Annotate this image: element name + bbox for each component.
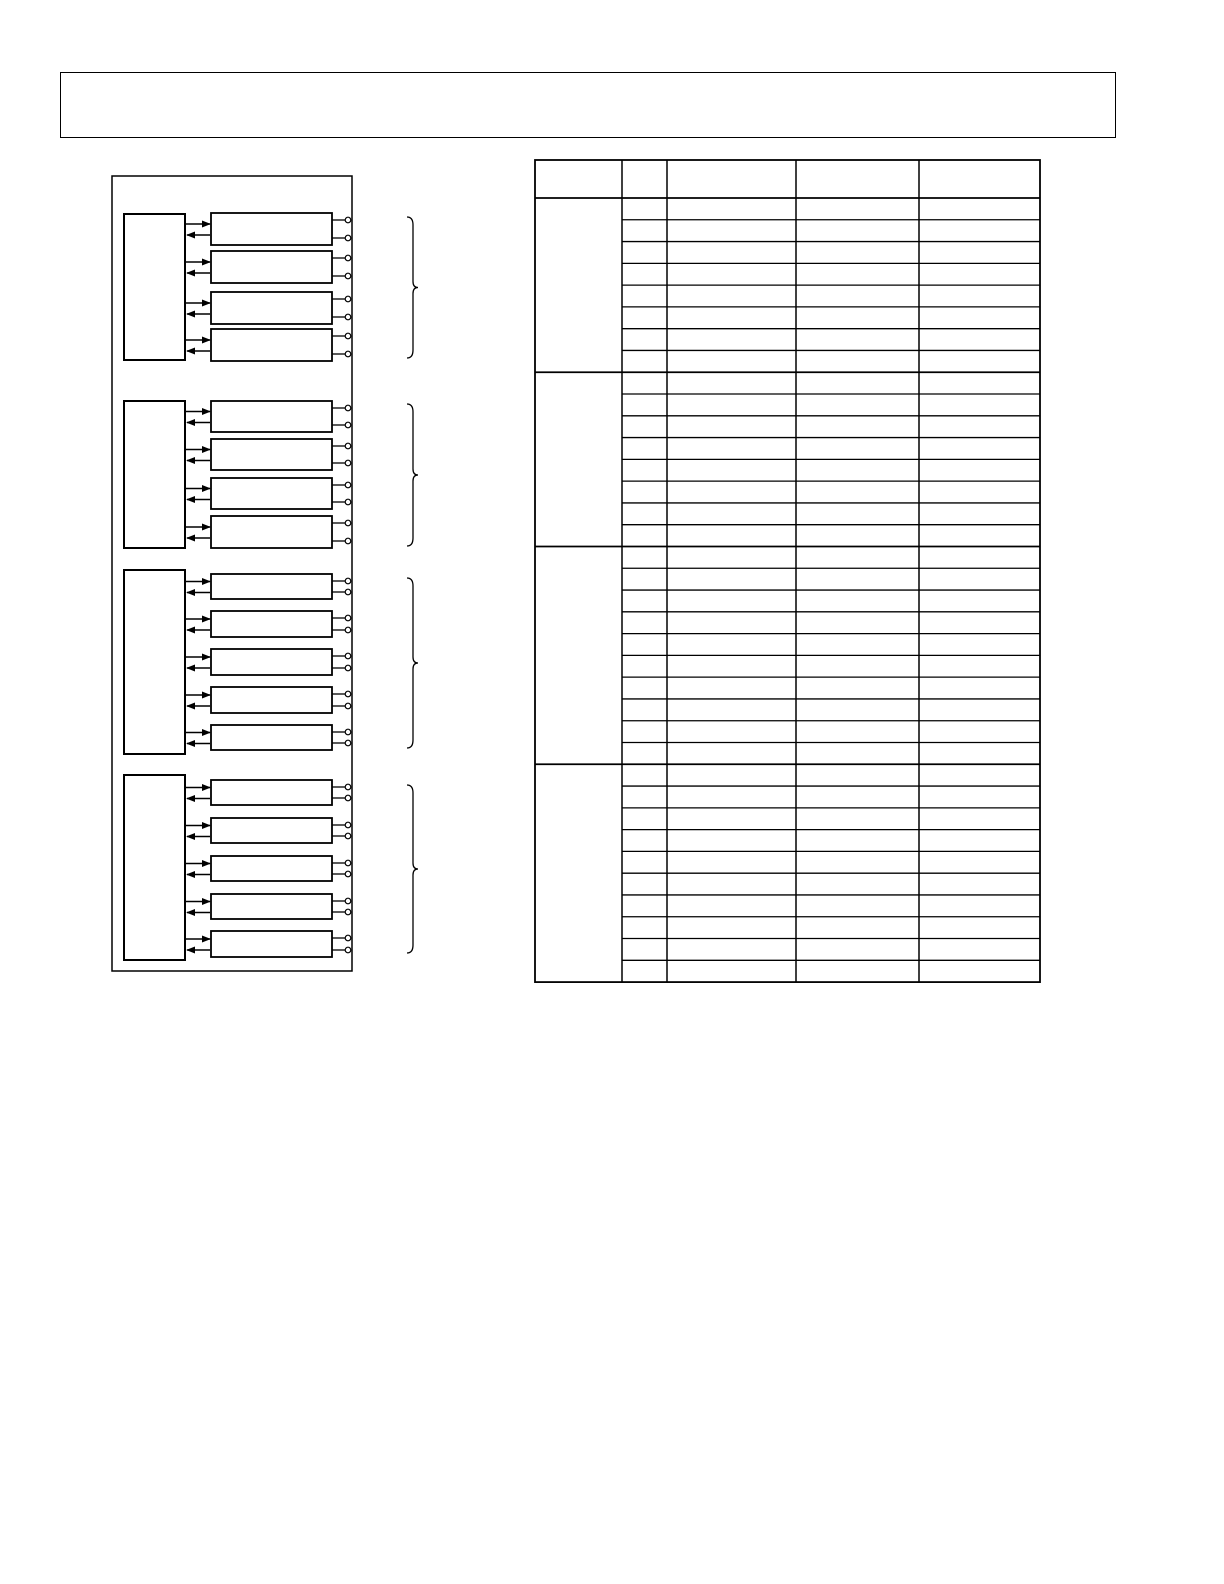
channel-block (211, 329, 332, 361)
channel (186, 213, 351, 245)
channel-block (211, 611, 332, 637)
page-header-box (60, 72, 1116, 138)
pin-terminal (345, 333, 351, 339)
pin-terminal (345, 860, 351, 866)
channel (186, 780, 351, 805)
channel-block (211, 292, 332, 324)
pin-terminal (345, 422, 351, 428)
pin-terminal (345, 538, 351, 544)
controller-block (124, 775, 185, 960)
pin-terminal (345, 691, 351, 697)
pin-terminal (345, 703, 351, 709)
pin-terminal (345, 520, 351, 526)
controller-block (124, 401, 185, 548)
table-border (535, 160, 1040, 982)
channel-block (211, 687, 332, 713)
channel (186, 329, 351, 361)
pin-terminal (345, 833, 351, 839)
pin-terminal (345, 665, 351, 671)
channel-block (211, 818, 332, 843)
channel-block (211, 894, 332, 919)
pin-terminal (345, 273, 351, 279)
channel-block (211, 401, 332, 432)
channel-block (211, 574, 332, 599)
pin-terminal (345, 351, 351, 357)
channel (186, 401, 351, 432)
pin-terminal (345, 653, 351, 659)
channel (186, 931, 351, 957)
pin-terminal (345, 482, 351, 488)
channel-block (211, 251, 332, 283)
channel-block (211, 439, 332, 470)
channel-block (211, 780, 332, 805)
channel (186, 251, 351, 283)
group-brace (407, 578, 418, 748)
pin-terminal (345, 589, 351, 595)
pin-terminal (345, 822, 351, 828)
channel (186, 292, 351, 324)
channel-block (211, 931, 332, 957)
pin-terminal (345, 729, 351, 735)
pin-terminal (345, 871, 351, 877)
controller-block (124, 570, 185, 754)
channel-block (211, 856, 332, 881)
channel (186, 574, 351, 599)
channel (186, 818, 351, 843)
channel-group (124, 401, 418, 548)
pin-terminal (345, 405, 351, 411)
block-diagram (112, 176, 418, 971)
pin-terminal (345, 615, 351, 621)
channel (186, 725, 351, 750)
channel (186, 894, 351, 919)
pin-terminal (345, 795, 351, 801)
pin-terminal (345, 314, 351, 320)
controller-block (124, 214, 185, 360)
pin-terminal (345, 217, 351, 223)
channel-block (211, 516, 332, 548)
pin-terminal (345, 443, 351, 449)
pin-terminal (345, 460, 351, 466)
pin-terminal (345, 935, 351, 941)
group-brace (407, 217, 418, 358)
channel (186, 439, 351, 470)
pin-terminal (345, 499, 351, 505)
channel-block (211, 478, 332, 509)
group-brace (407, 404, 418, 546)
pin-terminal (345, 235, 351, 241)
channel-group (124, 213, 418, 361)
channel (186, 611, 351, 637)
pin-terminal (345, 784, 351, 790)
pin-terminal (345, 296, 351, 302)
channel-block (211, 649, 332, 675)
channel-group (124, 775, 418, 960)
channel-group (124, 570, 418, 754)
channel-block (211, 213, 332, 245)
channel-block (211, 725, 332, 750)
channel (186, 649, 351, 675)
channel (186, 516, 351, 548)
pin-terminal (345, 255, 351, 261)
pin-terminal (345, 627, 351, 633)
channel (186, 687, 351, 713)
pin-terminal (345, 898, 351, 904)
chip-outline (112, 176, 352, 971)
channel (186, 856, 351, 881)
channel (186, 478, 351, 509)
pin-terminal (345, 909, 351, 915)
pin-table (535, 160, 1040, 982)
group-brace (407, 785, 418, 953)
pin-terminal (345, 740, 351, 746)
pin-terminal (345, 578, 351, 584)
pin-terminal (345, 947, 351, 953)
